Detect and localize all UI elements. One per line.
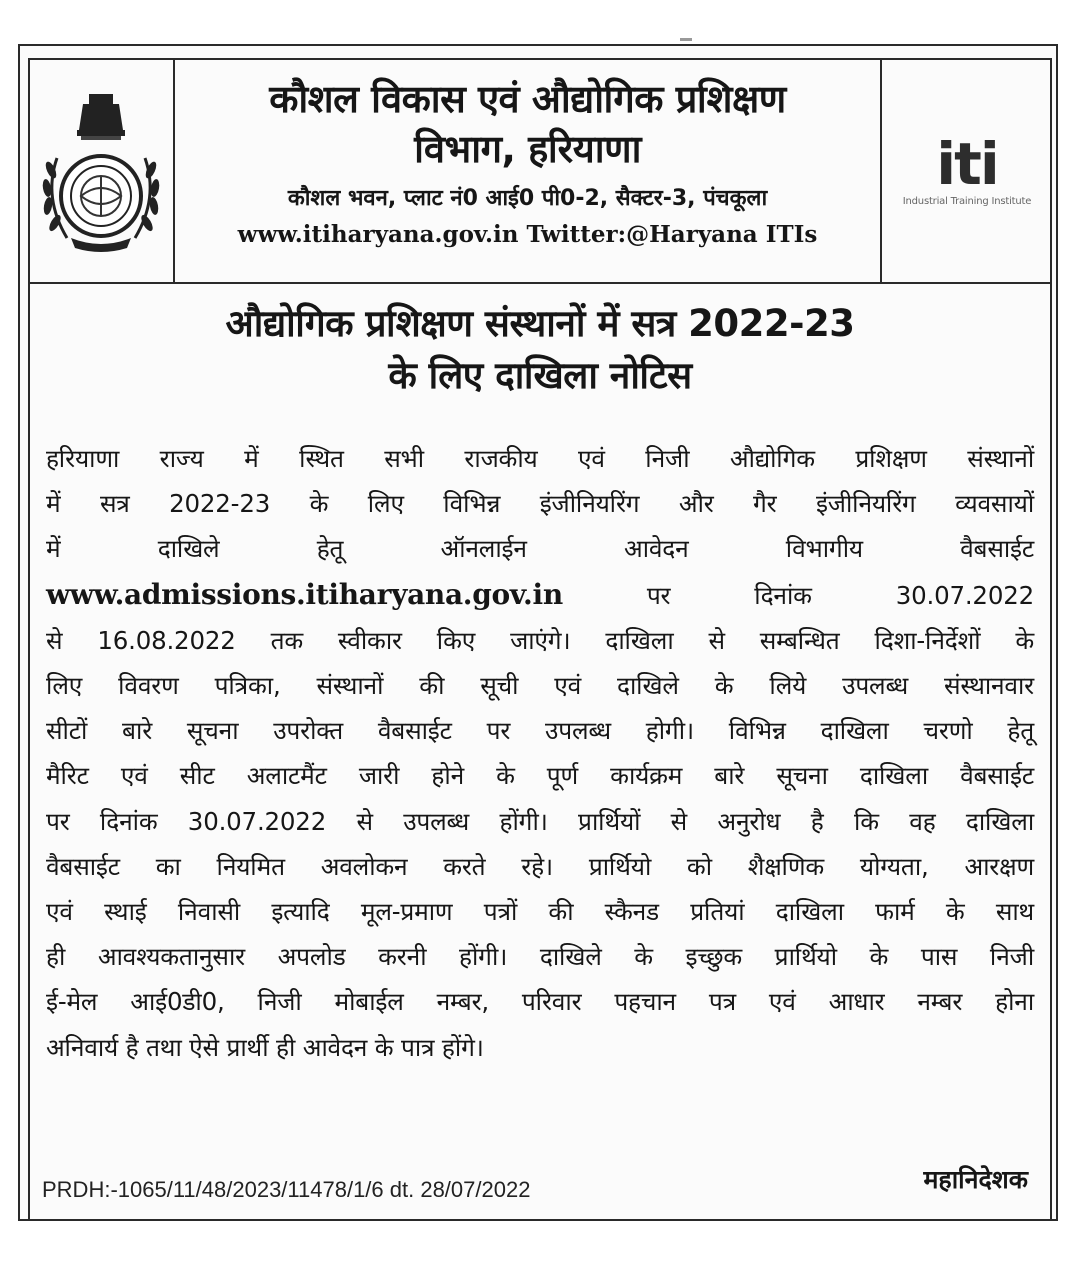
notice-title-line1: औद्योगिक प्रशिक्षण संस्थानों में सत्र 2022-23 xyxy=(225,302,855,345)
body-line: ई-मेल आई0डी0, निजी मोबाईल नम्बर, परिवार पहचान पत्र एवं आधार नम्बर होना xyxy=(46,987,1035,1017)
emblem-cell xyxy=(28,60,175,282)
scan-artifact xyxy=(680,38,692,41)
admission-url: www.admissions.itiharyana.gov.in xyxy=(46,577,563,611)
department-name-line2: विभाग, हरियाणा xyxy=(414,127,641,171)
body-line: में सत्र 2022-23 के लिए विभिन्न इंजीनियरिंग और गैर इंजीनियरिंग व्यवसायों xyxy=(46,489,1034,519)
admission-notice xyxy=(18,44,1058,1221)
department-web-twitter: www.itiharyana.gov.in Twitter:@Haryana ITIs xyxy=(237,221,818,248)
body-line-url xyxy=(46,572,1034,618)
notice-title xyxy=(28,298,1052,402)
body-line: मैरिट एवं सीट अलाटमैंट जारी होने के पूर्ण कार्यक्रम बारे सूचना दाखिला वैबसाईट xyxy=(46,761,1034,791)
department-info xyxy=(175,60,882,282)
body-line: ही आवश्यकतानुसार अपलोड करनी होंगी। दाखिले के इच्छुक प्रार्थियो के पास निजी xyxy=(46,942,1034,972)
signatory: महानिदेशक xyxy=(923,1165,1028,1194)
haryana-state-emblem-icon xyxy=(37,88,165,254)
body-line: एवं स्थाई निवासी इत्यादि मूल-प्रमाण पत्रों की स्कैनड प्रतियां दाखिला फार्म के साथ xyxy=(46,897,1034,927)
notice-title-line2: के लिए दाखिला नोटिस xyxy=(388,354,692,397)
notice-body xyxy=(46,436,1034,1070)
body-line: लिए विवरण पत्रिका, संस्थानों की सूची एवं दाखिले के लिये उपलब्ध संस्थानवार xyxy=(46,671,1034,701)
body-line: से 16.08.2022 तक स्वीकार किए जाएंगे। दाखिला से सम्बन्धित दिशा-निर्देशों के xyxy=(46,625,1034,655)
department-name-line1: कौशल विकास एवं औद्योगिक प्रशिक्षण xyxy=(269,77,786,121)
body-line: सीटों बारे सूचना उपरोक्त वैबसाईट पर उपलब्ध होगी। विभिन्न दाखिला चरणो हेतू xyxy=(46,716,1034,746)
department-address: कौशल भवन, प्लाट नं0 आई0 पी0-2, सैक्टर-3, पंचकूला xyxy=(287,186,768,211)
body-line: पर दिनांक 30.07.2022 से उपलब्ध होंगी। प्रार्थियों से अनुरोध है कि वह दाखिला xyxy=(46,806,1034,836)
body-line: हरियाणा राज्य में स्थित सभी राजकीय एवं निजी औद्योगिक प्रशिक्षण संस्थानों xyxy=(46,444,1034,473)
release-reference: PRDH:-1065/11/48/2023/11478/1/6 dt. 28/07/2022 xyxy=(42,1177,531,1202)
body-line: वैबसाईट का नियमित अवलोकन करते रहे। प्रार्थियो को शैक्षणिक योग्यता, आरक्षण xyxy=(46,851,1034,881)
iti-logo-icon: iti xyxy=(936,129,998,198)
iti-logo-cell xyxy=(882,60,1052,282)
body-line-last: अनिवार्य है तथा ऐसे प्रार्थी ही आवेदन के पात्र होंगे। xyxy=(46,1032,484,1062)
url-line-suffix: पर दिनांक 30.07.2022 xyxy=(646,580,1034,610)
notice-header xyxy=(28,58,1052,284)
iti-logo-caption: Industrial Training Institute xyxy=(902,195,1032,207)
body-line: में दाखिले हेतू ऑनलाईन आवेदन विभागीय वैबसाईट xyxy=(46,534,1034,564)
